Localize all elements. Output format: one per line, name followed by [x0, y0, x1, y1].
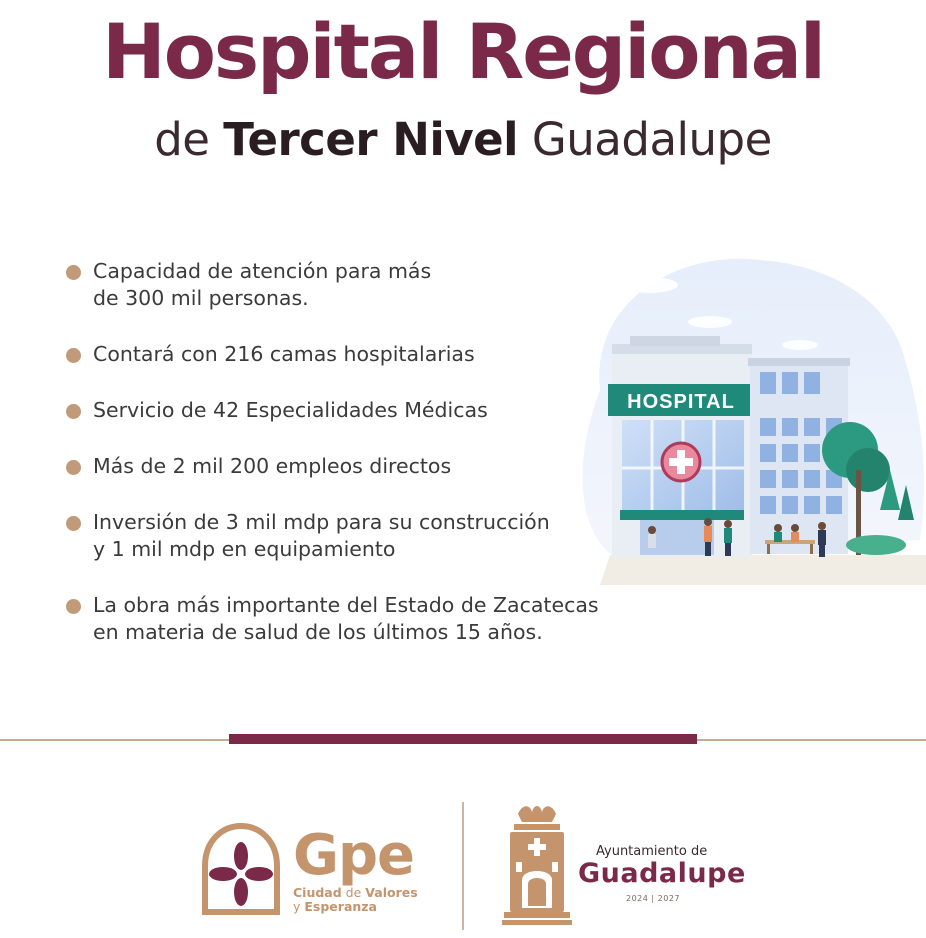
list-item-line: Más de 2 mil 200 empleos directos	[93, 454, 452, 478]
gpe-tagline-word: Valores	[365, 885, 418, 900]
list-item-line: y 1 mil mdp en equipamiento	[93, 537, 396, 561]
gpe-logo	[195, 820, 455, 920]
list-item	[66, 397, 626, 424]
bullet-dot-icon	[66, 265, 81, 280]
bullet-dot-icon	[66, 460, 81, 475]
list-item-line: Capacidad de atención para más	[93, 259, 432, 283]
page-subtitle	[0, 110, 926, 170]
footer-accent-bar	[229, 734, 697, 744]
gpe-tagline-word: Ciudad	[293, 885, 342, 900]
list-item-line: de 300 mil personas.	[93, 286, 309, 310]
subtitle-suffix: Guadalupe	[518, 113, 772, 166]
gpe-tagline-connector: y	[293, 899, 305, 914]
bullet-dot-icon	[66, 516, 81, 531]
list-item	[66, 453, 626, 480]
flower-arch-icon	[195, 820, 287, 916]
feature-list	[66, 258, 626, 646]
list-item	[66, 592, 626, 646]
gpe-brand-text: Gpe	[293, 823, 415, 888]
ayuntamiento-years: 2024 | 2027	[626, 894, 680, 903]
ayuntamiento-logo	[500, 800, 760, 930]
bullet-dot-icon	[66, 599, 81, 614]
hospital-sign-text: HOSPITAL	[627, 391, 735, 413]
gpe-tagline-connector: de	[341, 885, 366, 900]
logo-divider	[462, 802, 464, 930]
list-item-line: Servicio de 42 Especialidades Médicas	[93, 398, 488, 422]
bullet-dot-icon	[66, 348, 81, 363]
list-item-line: en materia de salud de los últimos 15 años.	[93, 620, 543, 644]
list-item	[66, 341, 626, 368]
bullet-dot-icon	[66, 404, 81, 419]
list-item-line: Contará con 216 camas hospitalarias	[93, 342, 475, 366]
list-item-line: Inversión de 3 mil mdp para su construcción	[93, 510, 550, 534]
subtitle-bold: Tercer Nivel	[223, 113, 519, 166]
gpe-tagline-word: Esperanza	[304, 899, 377, 914]
hospital-illustration	[560, 240, 926, 590]
list-item	[66, 509, 626, 563]
ayuntamiento-label: Ayuntamiento de	[596, 844, 708, 859]
subtitle-prefix: de	[154, 113, 224, 166]
list-item-line: La obra más importante del Estado de Zacatecas	[93, 593, 599, 617]
page-title: Hospital Regional	[102, 7, 824, 96]
gpe-tagline	[293, 886, 453, 914]
church-crest-icon	[500, 800, 574, 926]
ayuntamiento-name: Guadalupe	[578, 858, 746, 889]
list-item	[66, 258, 626, 312]
